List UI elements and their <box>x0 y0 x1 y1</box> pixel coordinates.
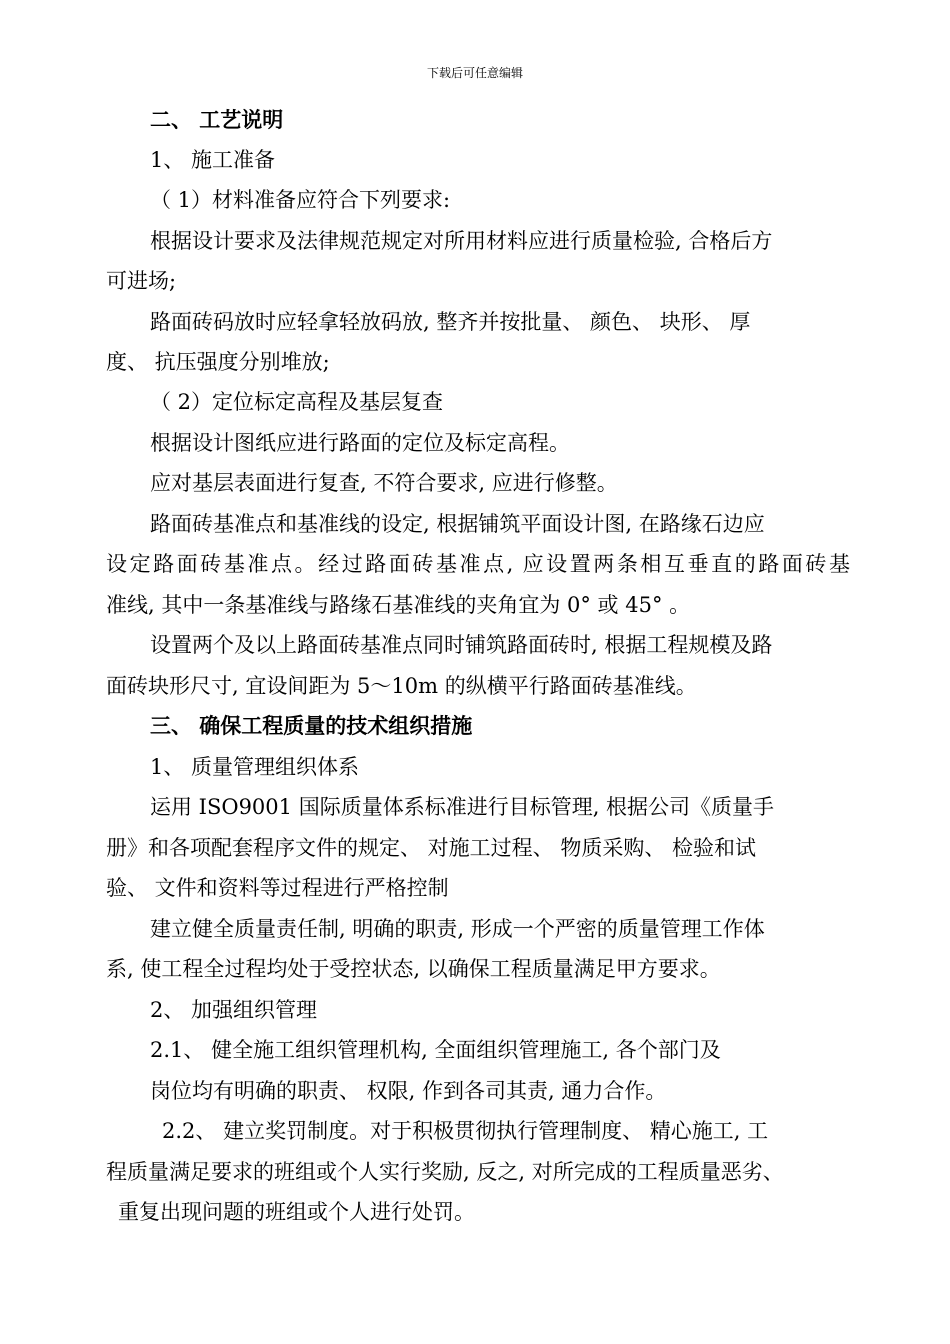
list-item: （ 1）材料准备应符合下列要求: <box>150 188 451 212</box>
paragraph-line: 应对基层表面进行复查, 不符合要求, 应进行修整。 <box>150 471 618 495</box>
paragraph-line: 建立健全质量责任制, 明确的职责, 形成一个严密的质量管理工作体 <box>150 917 765 941</box>
paragraph-line: 度、 抗压强度分别堆放; <box>106 350 330 374</box>
paragraph-line: 路面砖基准点和基准线的设定, 根据铺筑平面设计图, 在路缘石边应 <box>150 512 765 536</box>
paragraph-line: 验、 文件和资料等过程进行严格控制 <box>106 876 449 900</box>
paragraph-line: 设定路面砖基准点。经过路面砖基准点, 应设置两条相互垂直的路面砖基 <box>106 552 850 576</box>
paragraph-line: 根据设计图纸应进行路面的定位及标定高程。 <box>150 431 570 455</box>
page-header: 下载后可任意编辑 <box>426 66 523 80</box>
list-item: （ 2）定位标定高程及基层复查 <box>150 390 444 414</box>
paragraph-line: 运用 ISO9001 国际质量体系标准进行目标管理, 根据公司《质量手 <box>150 795 775 819</box>
paragraph-line: 路面砖码放时应轻拿轻放码放, 整齐并按批量、 颜色、 块形、 厚 <box>150 310 751 334</box>
paragraph-line: 程质量满足要求的班组或个人实行奖励, 反之, 对所完成的工程质量恶劣、 <box>106 1160 784 1184</box>
paragraph-line: 岗位均有明确的职责、 权限, 作到各司其责, 通力合作。 <box>150 1079 667 1103</box>
paragraph-line: 可进场; <box>106 269 177 293</box>
subsection-heading: 2、 加强组织管理 <box>150 998 318 1022</box>
paragraph-line: 准线, 其中一条基准线与路缘石基准线的夹角宜为 0° 或 45° 。 <box>106 593 691 617</box>
paragraph-line: 面砖块形尺寸, 宜设间距为 5～10m 的纵横平行路面砖基准线。 <box>106 674 697 698</box>
paragraph-line: 根据设计要求及法律规范规定对所用材料应进行质量检验, 合格后方 <box>150 229 773 253</box>
subsection-heading: 1、 施工准备 <box>150 148 276 172</box>
subsection-heading: 1、 质量管理组织体系 <box>150 755 360 779</box>
paragraph-line: 系, 使工程全过程均处于受控状态, 以确保工程质量满足甲方要求。 <box>106 957 721 981</box>
paragraph-line: 2.1、 健全施工组织管理机构, 全面组织管理施工, 各个部门及 <box>150 1038 721 1062</box>
paragraph-line: 2.2、 建立奖罚制度。对于积极贯彻执行管理制度、 精心施工, 工 <box>162 1119 769 1143</box>
section-heading-2: 二、 工艺说明 <box>150 107 284 132</box>
section-heading-3: 三、 确保工程质量的技术组织措施 <box>150 713 473 738</box>
paragraph-line: 设置两个及以上路面砖基准点同时铺筑路面砖时, 根据工程规模及路 <box>150 633 773 657</box>
paragraph-line: 册》和各项配套程序文件的规定、 对施工过程、 物质采购、 检验和试 <box>106 836 757 860</box>
paragraph-line: 重复出现问题的班组或个人进行处罚。 <box>118 1200 475 1224</box>
